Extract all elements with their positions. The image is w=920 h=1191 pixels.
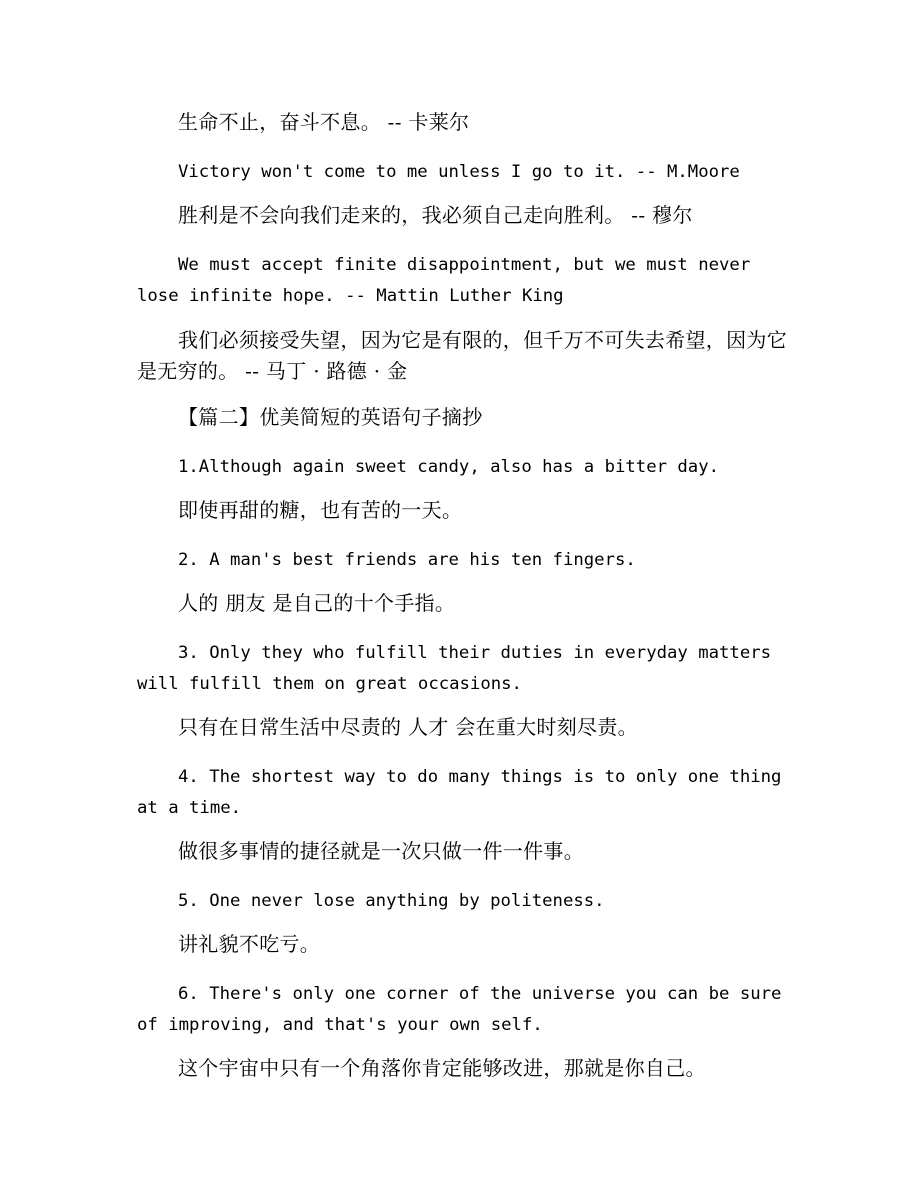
quote-moore-english: Victory won't come to me unless I go to it. -- M.Moore <box>178 162 740 182</box>
sentence-1-english: 1.Although again sweet candy, also has a bitter day. <box>178 457 720 477</box>
sentence-3-english: 3. Only they who fulfill their duties in everyday matters will fulfill them on great occasions. <box>137 643 782 694</box>
sentence-6-chinese: 这个宇宙中只有一个角落你肯定能够改进，那就是你自己。 <box>178 1056 706 1080</box>
section-heading: 【篇二】优美简短的英语句子摘抄 <box>178 405 483 429</box>
quote-king-english: We must accept finite disappointment, but we must never lose infinite hope. -- Mattin Luther King <box>137 255 761 306</box>
quote-carlyle-chinese: 生命不止，奋斗不息。 -- 卡莱尔 <box>178 110 470 134</box>
quote-king-chinese: 我们必须接受失望，因为它是有限的，但千万不可失去希望，因为它是无穷的。 -- 马丁 · 路德 · 金 <box>137 328 787 383</box>
quote-moore-chinese: 胜利是不会向我们走来的，我必须自己走向胜利。 -- 穆尔 <box>178 203 693 227</box>
sentence-3-chinese: 只有在日常生活中尽责的 人才 会在重大时刻尽责。 <box>178 715 638 739</box>
sentence-2-english: 2. A man's best friends are his ten fingers. <box>178 550 636 570</box>
sentence-6-english: 6. There's only one corner of the universe you can be sure of improving, and that's your own self. <box>137 984 792 1035</box>
sentence-2-chinese: 人的 朋友 是自己的十个手指。 <box>178 591 456 615</box>
sentence-4-chinese: 做很多事情的捷径就是一次只做一件一件事。 <box>178 839 584 863</box>
sentence-5-english: 5. One never lose anything by politeness. <box>178 891 605 911</box>
sentence-4-english: 4. The shortest way to do many things is to only one thing at a time. <box>137 767 792 818</box>
sentence-1-chinese: 即使再甜的糖，也有苦的一天。 <box>178 498 463 522</box>
sentence-5-chinese: 讲礼貌不吃亏。 <box>178 932 321 956</box>
